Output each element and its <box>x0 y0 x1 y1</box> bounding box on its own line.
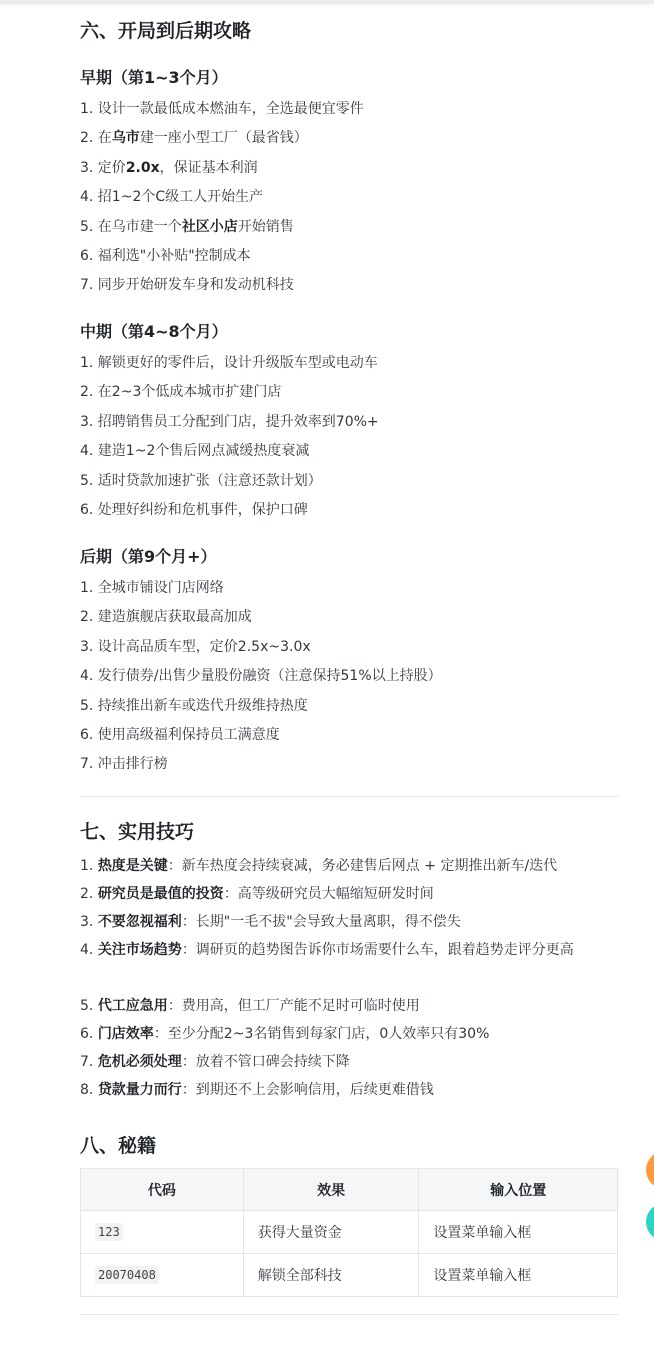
list-item: 1. 解锁更好的零件后，设计升级版车型或电动车 <box>80 355 378 371</box>
late-stage-title: 后期（第9个月+） <box>80 547 217 566</box>
table-row <box>81 1211 618 1254</box>
column-header: 效果 <box>243 1169 419 1211</box>
list-item: 5. 在乌市建一个社区小店开始销售 <box>80 218 294 235</box>
list-item: 6. 使用高级福利保持员工满意度 <box>80 726 280 743</box>
list-item: 4. 招1~2个C级工人开始生产 <box>80 189 264 206</box>
middle-stage-title: 中期（第4~8个月） <box>80 322 228 341</box>
list-item: 1. 热度是关键：新车热度会持续衰减，务必建售后网点 + 定期推出新车/迭代 <box>80 858 558 874</box>
list-item: 1. 全城市铺设门店网络 <box>80 580 224 596</box>
cheat-code: 123 <box>95 1223 123 1241</box>
list-item: 7. 危机必须处理：放着不管口碑会持续下降 <box>80 1054 350 1070</box>
column-header: 输入位置 <box>419 1169 618 1211</box>
location-cell: 设置菜单输入框 <box>419 1254 618 1297</box>
list-item: 2. 建造旗舰店获取最高加成 <box>80 609 252 626</box>
list-item: 3. 定价2.0x，保证基本利润 <box>80 159 258 176</box>
list-item: 4. 建造1~2个售后网点减缓热度衰减 <box>80 443 310 460</box>
list-item: 8. 贷款量力而行：到期还不上会影响信用，后续更难借钱 <box>80 1082 434 1098</box>
list-item: 3. 不要忽视福利：长期"一毛不拔"会导致大量离职，得不偿失 <box>80 914 461 930</box>
list-item: 6. 福利选"小补贴"控制成本 <box>80 247 251 264</box>
list-item: 2. 在2~3个低成本城市扩建门店 <box>80 384 282 401</box>
column-header: 代码 <box>81 1169 244 1211</box>
cheat-code: 20070408 <box>95 1266 159 1284</box>
list-item: 7. 冲击排行榜 <box>80 756 168 773</box>
early-stage-title: 早期（第1~3个月） <box>80 68 228 87</box>
list-item: 1. 设计一款最低成本燃油车，全选最便宜零件 <box>80 101 364 117</box>
middle-stage-list <box>80 349 618 525</box>
effect-cell: 解锁全部科技 <box>243 1254 419 1297</box>
late-stage-list <box>80 574 618 780</box>
tips-list <box>80 852 618 1104</box>
section-8-title: 八、秘籍 <box>80 1135 157 1157</box>
location-cell: 设置菜单输入框 <box>419 1211 618 1254</box>
list-item: 6. 门店效率：至少分配2~3名销售到每家门店，0人效率只有30% <box>80 1026 490 1042</box>
table-row <box>81 1254 618 1297</box>
list-item: 3. 设计高品质车型，定价2.5x~3.0x <box>80 638 311 655</box>
list-item: 4. 关注市场趋势：调研页的趋势图告诉你市场需要什么车，跟着趋势走评分更高 <box>80 942 574 958</box>
cheat-code-table <box>80 1168 618 1297</box>
list-item: 7. 同步开始研发车身和发动机科技 <box>80 277 294 294</box>
list-item: 6. 处理好纠纷和危机事件，保护口碑 <box>80 501 308 518</box>
list-item: 5. 适时贷款加速扩张（注意还款计划） <box>80 472 322 489</box>
table-header-row <box>81 1169 618 1211</box>
floating-action-button[interactable] <box>646 1203 654 1241</box>
divider <box>80 1314 618 1315</box>
list-item: 5. 代工应急用：费用高，但工厂产能不足时可临时使用 <box>80 998 420 1014</box>
list-item: 2. 研究员是最值的投资：高等级研究员大幅缩短研发时间 <box>80 886 434 902</box>
divider <box>80 796 618 797</box>
list-item: 4. 发行债券/出售少量股份融资（注意保持51%以上持股） <box>80 668 442 685</box>
list-item: 5. 持续推出新车或迭代升级维持热度 <box>80 697 308 714</box>
floating-action-button[interactable] <box>646 1151 654 1189</box>
top-bar <box>0 0 654 4</box>
list-item: 2. 在乌市建一座小型工厂（最省钱） <box>80 130 308 147</box>
effect-cell: 获得大量资金 <box>243 1211 419 1254</box>
section-6-title: 六、开局到后期攻略 <box>80 20 252 42</box>
early-stage-list <box>80 95 618 301</box>
code-cell <box>81 1211 244 1254</box>
section-7-title: 七、实用技巧 <box>80 821 195 843</box>
list-item: 3. 招聘销售员工分配到门店，提升效率到70%+ <box>80 413 379 430</box>
code-cell <box>81 1254 244 1297</box>
